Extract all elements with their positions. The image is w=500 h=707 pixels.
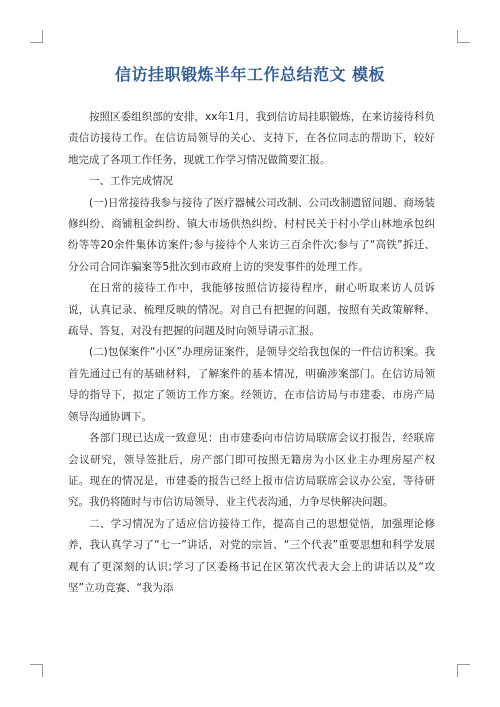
document-body	[68, 107, 435, 599]
crop-mark-top-right	[457, 30, 470, 43]
paragraph-reception-process: 在日常的接待工作中，我能够按照信访接待程序，耐心听取来访人员诉说，认真记录、梳理反映的情况。对自己有把握的问题，按照有关政策解释、疏导、答复，对没有把握的问题及时向领导请示汇报。	[68, 282, 435, 338]
document-title: 信访挂职锻炼半年工作总结范文 模板	[114, 65, 386, 84]
section-heading-work: 一、工作完成情况	[89, 175, 173, 188]
crop-mark-top-left	[30, 30, 43, 43]
crop-mark-bottom-right	[457, 664, 470, 677]
paragraph-intro: 按照区委组织部的安排，xx年1月，我到信访局挂职锻炼，在来访接待科负责信访接待工作。在信访局领导的关心、支持下，在各位同志的帮助下，较好地完成了各项工作任务，现就工作学习情况做简要汇报。	[68, 111, 435, 166]
crop-mark-bottom-left	[30, 664, 43, 677]
paragraph-daily-reception: (一)日常接待我参与接待了医疗器械公司改制、公司改制遗留问题、商场装修纠纷、商铺租金纠纷、镇大市场供热纠纷、村村民关于村小学山林地承包纠纷等等20余件集体访案件;参与接待个人来访三百余件次;参与了“高铁”拆迁、分公司合同诈骗案等5批次到市政府上访的突发事件的处理工作。	[68, 196, 435, 273]
paragraph-department-consensus: 各部门现已达成一致意见：由市建委向市信访局联席会议打报告，经联席会议研究，领导签批后，房产部门即可按照无籍房为小区业主办理房屋产权证。现在的情况是，市建委的报告已经上报市信访局联席会议办公室，等待研究。我仍将随时与市信访局领导、业主代表沟通，力争尽快解决问题。	[68, 432, 435, 509]
paragraph-study: 二、学习情况为了适应信访接待工作，提高自己的思想觉悟，加强理论修养，我认真学习了“七一”讲话，对党的宗旨、“三个代表”重要思想和科学发展观有了更深刻的认识;学习了区委杨书记在区第次代表大会上的讲话以及“攻坚”立功竞赛、“我为添	[68, 517, 435, 594]
paragraph-case-guarantee: (二)包保案件“小区”办理房证案件，是领导交给我包保的一件信访积案。我首先通过已有的基础材料，了解案件的基本情况，明确涉案部门。在信访局领导的指导下，拟定了领访工作方案。经领访，在市信访局与市建委、市房产局领导沟通协调下。	[68, 346, 435, 423]
